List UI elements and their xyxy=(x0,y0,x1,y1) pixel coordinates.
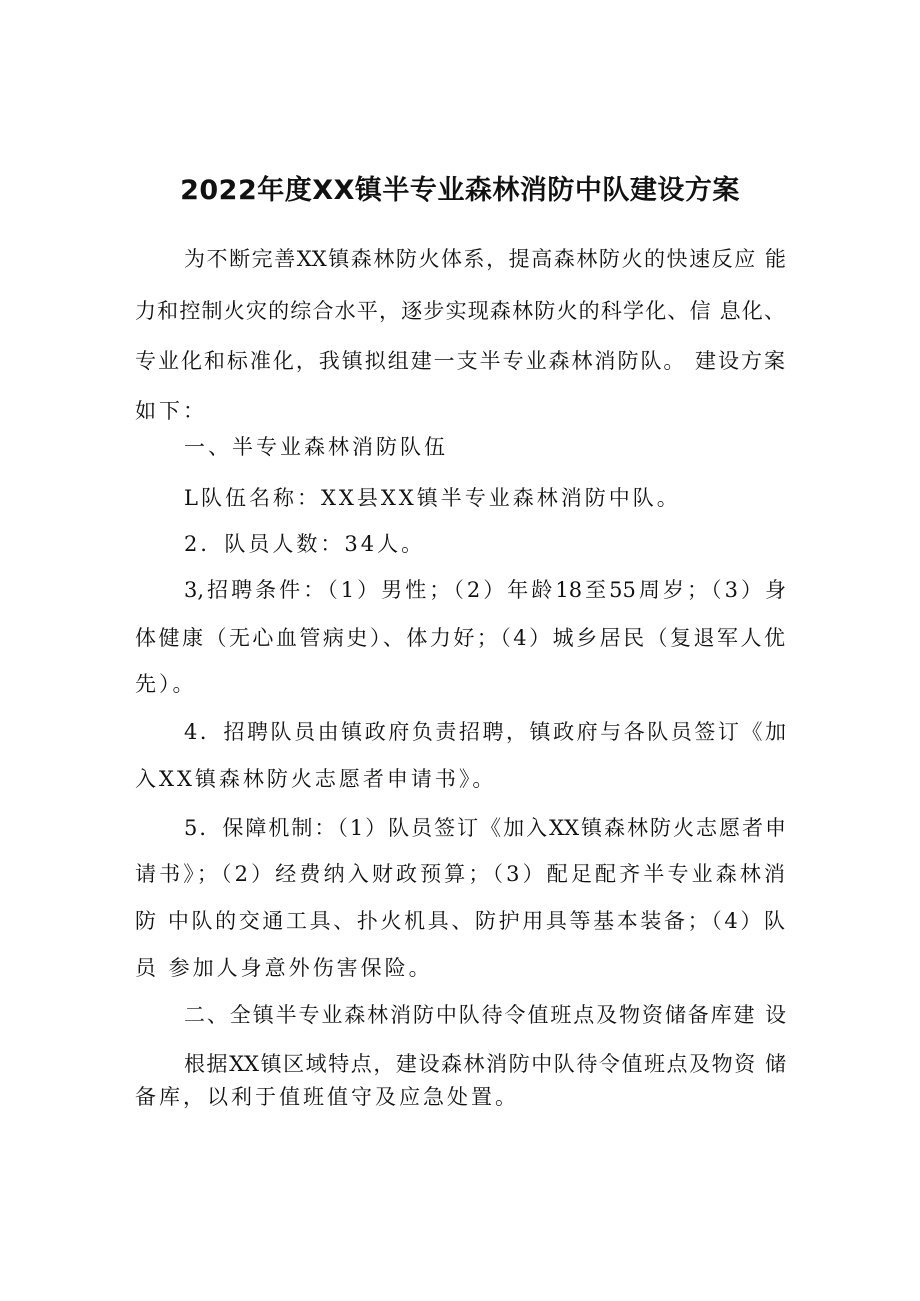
paragraph-line: 为不断完善XX镇森林防火体系，提高森林防火的快速反应 能 xyxy=(184,247,786,271)
paragraph-line: 力和控制火灾的综合水平，逐步实现森林防火的科学化、信 息化、 xyxy=(135,299,785,323)
paragraph-line: 员 参加人身意外伤害保险。 xyxy=(135,956,433,980)
paragraph-line: 专业化和标准化，我镇拟组建一支半专业森林消防队。 建设方案 xyxy=(135,349,785,373)
paragraph-line: 如下： xyxy=(135,399,207,423)
paragraph-line: 根据XX镇区域特点，建设森林消防中队待令值班点及物资 储 xyxy=(184,1052,786,1076)
list-item: 3,招聘条件：（1）男性；（2）年龄18至55周岁；（3）身 xyxy=(184,578,786,602)
paragraph-line: 备库，以利于值班值守及应急处置。 xyxy=(135,1085,519,1109)
list-item: L队伍名称：XX县XX镇半专业森林消防中队。 xyxy=(184,486,681,510)
section-heading: 一、半专业森林消防队伍 xyxy=(184,435,448,459)
document-title: 2022年度XX镇半专业森林消防中队建设方案 xyxy=(180,175,740,206)
paragraph-line: 防 中队的交通工具、扑火机具、防护用具等基本装备；（4）队 xyxy=(135,909,785,933)
paragraph-line: 入XX镇森林防火志愿者申请书》。 xyxy=(135,767,497,791)
list-item: 5．保障机制：（1）队员签订《加入XX镇森林防火志愿者申 xyxy=(184,816,786,840)
section-heading: 二、全镇半专业森林消防中队待令值班点及物资储备库建 设 xyxy=(184,1003,786,1027)
paragraph-line: 先）。 xyxy=(135,672,197,696)
paragraph-line: 请书》；（2）经费纳入财政预算；（3）配足配齐半专业森林消 xyxy=(135,862,785,886)
list-item: 4．招聘队员由镇政府负责招聘，镇政府与各队员签订《加 xyxy=(184,720,786,744)
list-item: 2．队员人数：34人。 xyxy=(184,532,426,556)
paragraph-line: 体健康（无心血管病史）、体力好；（4）城乡居民（复退军人优 xyxy=(135,626,785,650)
